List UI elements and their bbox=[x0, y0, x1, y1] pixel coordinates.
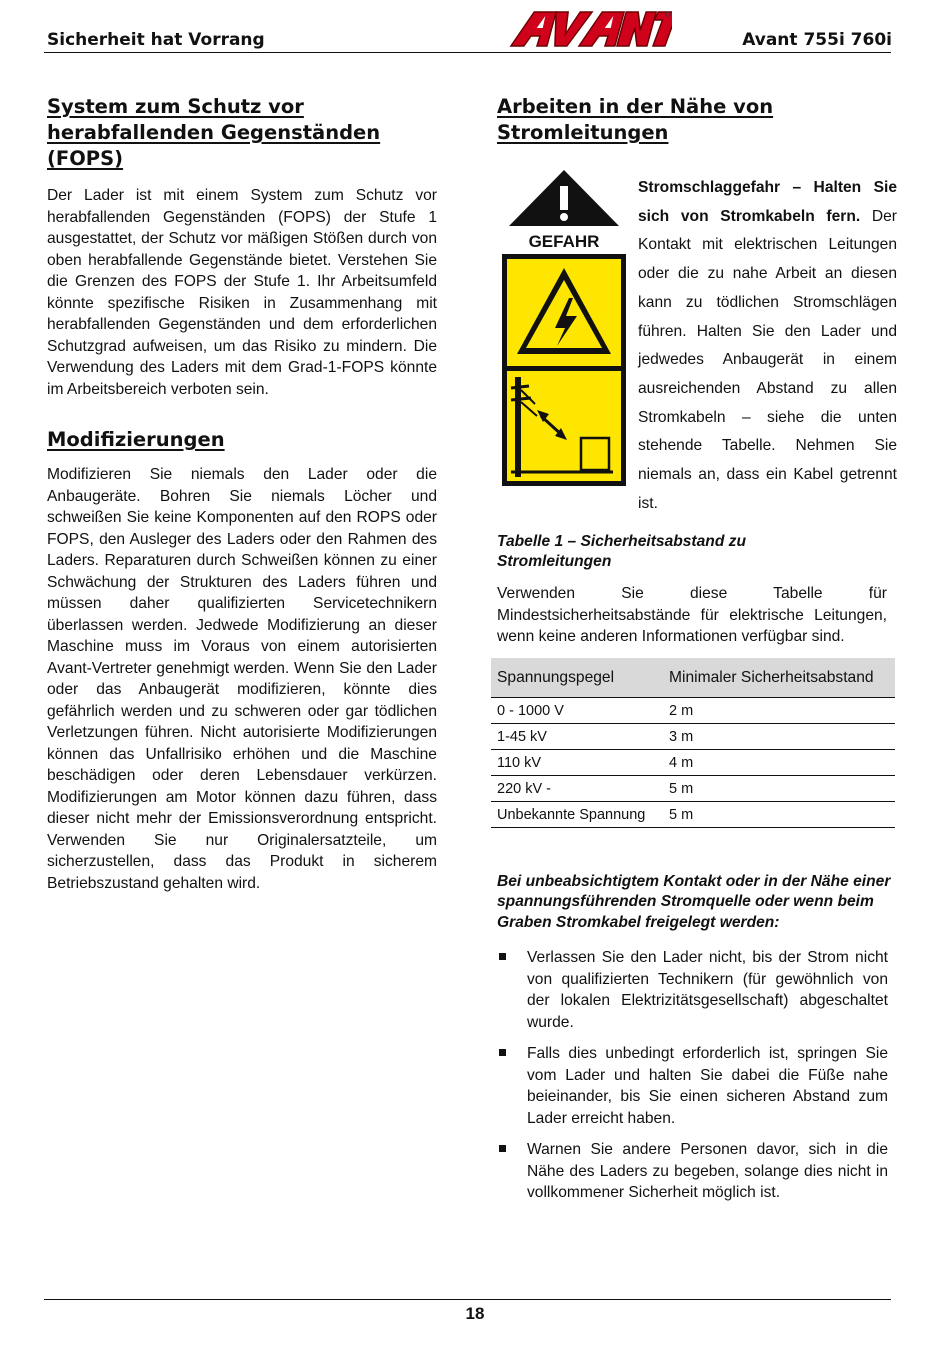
table-cell-voltage: 220 kV - bbox=[491, 775, 663, 801]
table-cell-distance: 5 m bbox=[663, 775, 895, 801]
header-model-name: Avant 755i 760i bbox=[742, 30, 892, 50]
warning-block bbox=[497, 94, 898, 524]
avant-logo bbox=[505, 8, 672, 48]
footer-rule bbox=[44, 1299, 891, 1300]
table-row bbox=[491, 749, 895, 775]
table-row bbox=[491, 697, 895, 723]
table-header-row bbox=[491, 658, 895, 698]
table-cell-distance: 4 m bbox=[663, 749, 895, 775]
danger-label: GEFAHR bbox=[528, 232, 600, 251]
table-row bbox=[491, 723, 895, 749]
table-cell-distance: 2 m bbox=[663, 697, 895, 723]
table-cell-voltage: 0 - 1000 V bbox=[491, 697, 663, 723]
table-caption bbox=[497, 532, 895, 572]
warning-text bbox=[638, 174, 897, 518]
contact-bullet-list bbox=[497, 947, 888, 1204]
fops-body: Der Lader ist mit einem System zum Schutz vor herabfallenden Gegenständen (FOPS) der Stufe 1 ausgestattet, der Schutz vor mäßigen Stößen durch von oben herabfallende Gegenstände bietet. Verstehen Sie die Grenzen des FOPS der Stufe 1. Ihr Arbeitsumfeld könnte spezifische Risiken in Zusammenhang mit herabfallenden Gegenständen und dem erforderlichen Schutzgrad aufweisen, um das Risiko zu mindern. Die Verwendung des Laders mit dem Grad-1-FOPS könnte im Arbeitsbereich verboten sein. bbox=[47, 187, 437, 398]
table-header-distance: Minimaler Sicherheitsabstand bbox=[663, 658, 895, 698]
table-caption-line1: Tabelle 1 – Sicherheitsabstand zu bbox=[497, 533, 747, 550]
table-intro: Verwenden Sie diese Tabelle für Mindestsicherheitsabstände für elektrische Leitungen, wenn keine anderen Informationen verfügbar sind. bbox=[497, 585, 887, 645]
table-cell-voltage: 110 kV bbox=[491, 749, 663, 775]
warning-bold-text: Stromschlaggefahr – Halten Sie sich von Stromkabeln fern. bbox=[638, 179, 897, 225]
fops-heading bbox=[47, 94, 437, 172]
table-row bbox=[491, 775, 895, 801]
left-column bbox=[47, 94, 437, 894]
mods-heading-text: Modifizierungen bbox=[47, 428, 225, 451]
fops-heading-line2: herabfallenden Gegenständen (FOPS) bbox=[47, 121, 381, 170]
safety-distance-table bbox=[491, 658, 895, 828]
mods-body: Modifizieren Sie niemals den Lader oder die Anbaugeräte. Bohren Sie niemals Löcher und schweißen Sie keine Komponenten auf den ROPS oder FOPS, den Ausleger des Laders oder den Rahmen des Laders. Reparaturen durch Schweißen können zu einer Schwächung der Strukturen des Laders führen und müssen daher qualifizierten Servicetechnikern überlassen werden. Jedwede Modifizierung an dieser Maschine muss im Voraus von einem autorisierten Avant-Vertreter genehmigt werden. Wenn Sie den Lader oder das Anbaugerät modifizieren, könnte dies gefährlich werden und zu schweren oder gar tödlichen Verletzungen führen. Nicht autorisierte Modifizierungen können das Unfallrisiko erhöhen und die Maschine beschädigen oder deren Lebensdauer verkürzen. Modifizierungen am Motor können dazu führen, dass dieser nicht mehr der Emissionsverordnung entspricht. Verwenden Sie nur Originalersatzteile, um sicherzustellen, dass das Produkt in sicherem Betriebszustand gehalten wird. bbox=[47, 466, 437, 892]
page-number: 18 bbox=[465, 1304, 485, 1323]
table-caption-line2: Stromleitungen bbox=[497, 553, 612, 570]
table-cell-voltage: Unbekannte Spannung bbox=[491, 801, 663, 827]
mods-heading bbox=[47, 427, 437, 453]
list-item: Verlassen Sie den Lader nicht, bis der Strom nicht von qualifizierten Technikern (für gewöhnlich von der lokalen Elektrizitätsgesellschaft) abgeschaltet wurde. bbox=[497, 947, 888, 1033]
table-row bbox=[491, 801, 895, 827]
right-column bbox=[497, 94, 898, 1214]
electrocution-warning-sign-icon bbox=[501, 168, 627, 488]
fops-heading-line1: System zum Schutz vor bbox=[47, 95, 304, 118]
power-heading-line2: Stromleitungen bbox=[497, 121, 669, 144]
warning-rest-text: Der Kontakt mit elektrischen Leitungen oder die zu nahe Arbeit an diesen kann zu tödlichen Stromschlägen führen. Halten Sie den Lader und jedwedes Anbaugerät in einem ausreichenden Abstand zu allen Stromkabeln – siehe die unten stehende Tabelle. Nehmen Sie niemals an, dass ein Kabel getrennt ist. bbox=[638, 207, 898, 512]
list-item: Warnen Sie andere Personen davor, sich in die Nähe des Laders zu begeben, solange dies nicht in vollkommener Sicherheit möglich ist. bbox=[497, 1139, 888, 1204]
table-cell-distance: 3 m bbox=[663, 723, 895, 749]
table-cell-voltage: 1-45 kV bbox=[491, 723, 663, 749]
power-heading-line1: Arbeiten in der Nähe von bbox=[497, 95, 774, 118]
header-rule bbox=[44, 52, 891, 53]
contact-heading: Bei unbeabsichtigtem Kontakt oder in der Nähe einer spannungsführenden Stromquelle oder wenn beim Graben Stromkabel freigelegt werden: bbox=[497, 872, 891, 931]
table-header-voltage: Spannungspegel bbox=[491, 658, 663, 698]
table-cell-distance: 5 m bbox=[663, 801, 895, 827]
list-item: Falls dies unbedingt erforderlich ist, springen Sie vom Lader und halten Sie dabei die Füße nahe beieinander, bis Sie einen sicheren Abstand zum Lader erreicht haben. bbox=[497, 1043, 888, 1129]
header-section-title: Sicherheit hat Vorrang bbox=[47, 30, 265, 50]
